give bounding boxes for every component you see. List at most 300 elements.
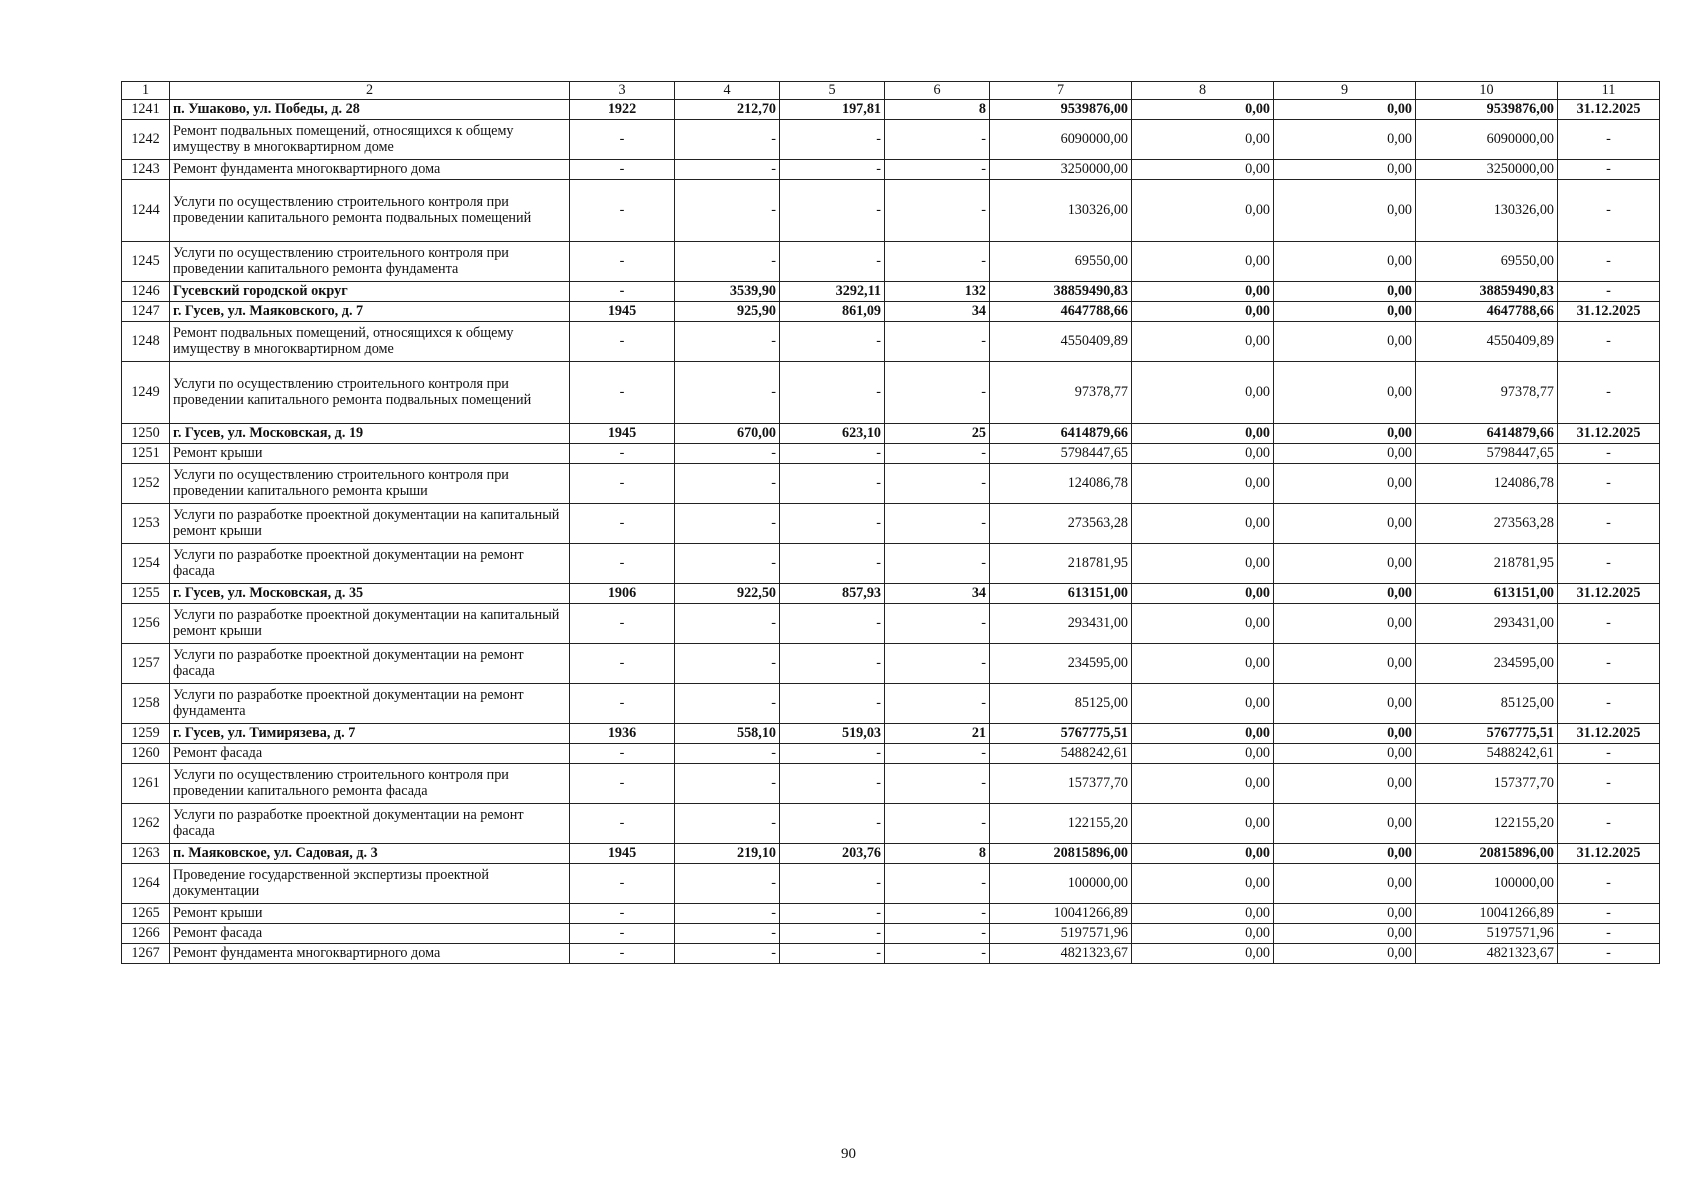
column-header: 4 — [675, 82, 780, 100]
col9-cell: 0,00 — [1274, 603, 1416, 643]
col9-cell: 0,00 — [1274, 179, 1416, 241]
column-header: 11 — [1558, 82, 1660, 100]
col6-cell: - — [885, 321, 990, 361]
item-name-cell: г. Гусев, ул. Московская, д. 19 — [170, 423, 570, 443]
col4-cell: - — [675, 803, 780, 843]
table-row — [122, 903, 1660, 923]
completion-date-cell: - — [1558, 159, 1660, 179]
table-row — [122, 803, 1660, 843]
col8-cell: 0,00 — [1132, 99, 1274, 119]
col8-cell: 0,00 — [1132, 743, 1274, 763]
col6-cell: 34 — [885, 301, 990, 321]
year-cell: - — [570, 743, 675, 763]
col5-cell: - — [780, 241, 885, 281]
year-cell: 1945 — [570, 423, 675, 443]
item-name-cell: Услуги по разработке проектной документации на капитальный ремонт крыши — [170, 503, 570, 543]
col10-cell: 5798447,65 — [1416, 443, 1558, 463]
col7-cell: 4647788,66 — [990, 301, 1132, 321]
completion-date-cell: - — [1558, 943, 1660, 963]
col6-cell: - — [885, 943, 990, 963]
col10-cell: 9539876,00 — [1416, 99, 1558, 119]
col6-cell: - — [885, 743, 990, 763]
completion-date-cell: - — [1558, 903, 1660, 923]
row-number-cell: 1265 — [122, 903, 170, 923]
page-number: 90 — [841, 1146, 856, 1162]
column-header: 10 — [1416, 82, 1558, 100]
col5-cell: 519,03 — [780, 723, 885, 743]
table-row — [122, 119, 1660, 159]
year-cell: - — [570, 863, 675, 903]
col4-cell: 212,70 — [675, 99, 780, 119]
year-cell: - — [570, 763, 675, 803]
col6-cell: - — [885, 863, 990, 903]
col7-cell: 124086,78 — [990, 463, 1132, 503]
col4-cell: - — [675, 543, 780, 583]
col8-cell: 0,00 — [1132, 803, 1274, 843]
table-body — [122, 99, 1660, 963]
col5-cell: - — [780, 603, 885, 643]
col7-cell: 38859490,83 — [990, 281, 1132, 301]
col7-cell: 85125,00 — [990, 683, 1132, 723]
col10-cell: 613151,00 — [1416, 583, 1558, 603]
col8-cell: 0,00 — [1132, 423, 1274, 443]
row-number-cell: 1264 — [122, 863, 170, 903]
row-number-cell: 1251 — [122, 443, 170, 463]
col7-cell: 130326,00 — [990, 179, 1132, 241]
row-number-cell: 1248 — [122, 321, 170, 361]
column-header: 9 — [1274, 82, 1416, 100]
column-header: 3 — [570, 82, 675, 100]
col8-cell: 0,00 — [1132, 301, 1274, 321]
item-name-cell: Ремонт подвальных помещений, относящихся к общему имуществу в многоквартирном доме — [170, 119, 570, 159]
col6-cell: - — [885, 923, 990, 943]
row-number-cell: 1252 — [122, 463, 170, 503]
col6-cell: 8 — [885, 843, 990, 863]
row-number-cell: 1255 — [122, 583, 170, 603]
year-cell: - — [570, 179, 675, 241]
column-header: 7 — [990, 82, 1132, 100]
col9-cell: 0,00 — [1274, 743, 1416, 763]
col4-cell: - — [675, 159, 780, 179]
col4-cell: - — [675, 863, 780, 903]
col10-cell: 69550,00 — [1416, 241, 1558, 281]
table-row — [122, 923, 1660, 943]
row-number-cell: 1262 — [122, 803, 170, 843]
col9-cell: 0,00 — [1274, 159, 1416, 179]
completion-date-cell: - — [1558, 543, 1660, 583]
col5-cell: - — [780, 803, 885, 843]
col10-cell: 273563,28 — [1416, 503, 1558, 543]
col10-cell: 293431,00 — [1416, 603, 1558, 643]
col7-cell: 613151,00 — [990, 583, 1132, 603]
col5-cell: 197,81 — [780, 99, 885, 119]
row-number-cell: 1253 — [122, 503, 170, 543]
col4-cell: 670,00 — [675, 423, 780, 443]
table-row — [122, 463, 1660, 503]
completion-date-cell: 31.12.2025 — [1558, 723, 1660, 743]
col5-cell: - — [780, 863, 885, 903]
col6-cell: - — [885, 159, 990, 179]
item-name-cell: Услуги по осуществлению строительного контроля при проведении капитального ремонта подвальных помещений — [170, 179, 570, 241]
col7-cell: 122155,20 — [990, 803, 1132, 843]
table-row — [122, 643, 1660, 683]
col4-cell: - — [675, 321, 780, 361]
completion-date-cell: 31.12.2025 — [1558, 301, 1660, 321]
col10-cell: 122155,20 — [1416, 803, 1558, 843]
col7-cell: 4821323,67 — [990, 943, 1132, 963]
col6-cell: 25 — [885, 423, 990, 443]
col4-cell: - — [675, 743, 780, 763]
column-header: 2 — [170, 82, 570, 100]
col5-cell: 861,09 — [780, 301, 885, 321]
col10-cell: 20815896,00 — [1416, 843, 1558, 863]
completion-date-cell: - — [1558, 241, 1660, 281]
col6-cell: 34 — [885, 583, 990, 603]
col5-cell: - — [780, 943, 885, 963]
col4-cell: - — [675, 443, 780, 463]
col6-cell: - — [885, 503, 990, 543]
col9-cell: 0,00 — [1274, 803, 1416, 843]
col5-cell: - — [780, 683, 885, 723]
col7-cell: 293431,00 — [990, 603, 1132, 643]
col5-cell: - — [780, 119, 885, 159]
col5-cell: - — [780, 743, 885, 763]
col7-cell: 234595,00 — [990, 643, 1132, 683]
col5-cell: 203,76 — [780, 843, 885, 863]
table-row — [122, 503, 1660, 543]
col6-cell: - — [885, 803, 990, 843]
col4-cell: 558,10 — [675, 723, 780, 743]
col7-cell: 9539876,00 — [990, 99, 1132, 119]
col6-cell: 132 — [885, 281, 990, 301]
col10-cell: 124086,78 — [1416, 463, 1558, 503]
col4-cell: - — [675, 903, 780, 923]
col5-cell: - — [780, 643, 885, 683]
col7-cell: 5197571,96 — [990, 923, 1132, 943]
col8-cell: 0,00 — [1132, 543, 1274, 583]
col8-cell: 0,00 — [1132, 179, 1274, 241]
col9-cell: 0,00 — [1274, 241, 1416, 281]
col9-cell: 0,00 — [1274, 583, 1416, 603]
col5-cell: - — [780, 923, 885, 943]
col6-cell: - — [885, 119, 990, 159]
col10-cell: 100000,00 — [1416, 863, 1558, 903]
row-number-cell: 1245 — [122, 241, 170, 281]
col7-cell: 218781,95 — [990, 543, 1132, 583]
table-row — [122, 603, 1660, 643]
table-row — [122, 683, 1660, 723]
col8-cell: 0,00 — [1132, 281, 1274, 301]
col7-cell: 10041266,89 — [990, 903, 1132, 923]
col7-cell: 69550,00 — [990, 241, 1132, 281]
completion-date-cell: - — [1558, 503, 1660, 543]
col4-cell: - — [675, 119, 780, 159]
col4-cell: - — [675, 361, 780, 423]
row-number-cell: 1266 — [122, 923, 170, 943]
col10-cell: 6414879,66 — [1416, 423, 1558, 443]
table-row — [122, 763, 1660, 803]
col6-cell: - — [885, 361, 990, 423]
col5-cell: - — [780, 543, 885, 583]
col9-cell: 0,00 — [1274, 99, 1416, 119]
col10-cell: 4550409,89 — [1416, 321, 1558, 361]
col7-cell: 273563,28 — [990, 503, 1132, 543]
completion-date-cell: - — [1558, 361, 1660, 423]
col5-cell: 857,93 — [780, 583, 885, 603]
col8-cell: 0,00 — [1132, 321, 1274, 361]
year-cell: 1906 — [570, 583, 675, 603]
col7-cell: 6414879,66 — [990, 423, 1132, 443]
col5-cell: - — [780, 463, 885, 503]
year-cell: - — [570, 643, 675, 683]
col4-cell: - — [675, 179, 780, 241]
col4-cell: - — [675, 943, 780, 963]
col9-cell: 0,00 — [1274, 423, 1416, 443]
col7-cell: 4550409,89 — [990, 321, 1132, 361]
col7-cell: 6090000,00 — [990, 119, 1132, 159]
col9-cell: 0,00 — [1274, 843, 1416, 863]
completion-date-cell: 31.12.2025 — [1558, 99, 1660, 119]
col8-cell: 0,00 — [1132, 683, 1274, 723]
col9-cell: 0,00 — [1274, 763, 1416, 803]
table-row — [122, 743, 1660, 763]
year-cell: - — [570, 903, 675, 923]
col7-cell: 5798447,65 — [990, 443, 1132, 463]
col4-cell: - — [675, 643, 780, 683]
table-row — [122, 361, 1660, 423]
col5-cell: - — [780, 321, 885, 361]
col5-cell: 3292,11 — [780, 281, 885, 301]
item-name-cell: Услуги по осуществлению строительного контроля при проведении капитального ремонта подвальных помещений — [170, 361, 570, 423]
col4-cell: - — [675, 241, 780, 281]
col5-cell: - — [780, 443, 885, 463]
col10-cell: 5767775,51 — [1416, 723, 1558, 743]
col9-cell: 0,00 — [1274, 301, 1416, 321]
col6-cell: - — [885, 903, 990, 923]
col10-cell: 97378,77 — [1416, 361, 1558, 423]
col9-cell: 0,00 — [1274, 683, 1416, 723]
col10-cell: 10041266,89 — [1416, 903, 1558, 923]
column-header: 5 — [780, 82, 885, 100]
col7-cell: 157377,70 — [990, 763, 1132, 803]
col6-cell: - — [885, 603, 990, 643]
col5-cell: - — [780, 763, 885, 803]
completion-date-cell: - — [1558, 683, 1660, 723]
col9-cell: 0,00 — [1274, 119, 1416, 159]
year-cell: - — [570, 683, 675, 723]
year-cell: - — [570, 119, 675, 159]
year-cell: 1945 — [570, 301, 675, 321]
col7-cell: 100000,00 — [990, 863, 1132, 903]
col8-cell: 0,00 — [1132, 503, 1274, 543]
year-cell: 1922 — [570, 99, 675, 119]
col6-cell: - — [885, 463, 990, 503]
year-cell: - — [570, 463, 675, 503]
year-cell: - — [570, 923, 675, 943]
col9-cell: 0,00 — [1274, 463, 1416, 503]
column-header: 6 — [885, 82, 990, 100]
table-row-object — [122, 281, 1660, 301]
col8-cell: 0,00 — [1132, 241, 1274, 281]
year-cell: - — [570, 321, 675, 361]
col6-cell: - — [885, 179, 990, 241]
col6-cell: - — [885, 643, 990, 683]
col9-cell: 0,00 — [1274, 643, 1416, 683]
col7-cell: 97378,77 — [990, 361, 1132, 423]
col8-cell: 0,00 — [1132, 943, 1274, 963]
table-row — [122, 863, 1660, 903]
col9-cell: 0,00 — [1274, 923, 1416, 943]
row-number-cell: 1263 — [122, 843, 170, 863]
row-number-cell: 1250 — [122, 423, 170, 443]
row-number-cell: 1249 — [122, 361, 170, 423]
item-name-cell: Ремонт крыши — [170, 903, 570, 923]
row-number-cell: 1244 — [122, 179, 170, 241]
table-row-object — [122, 423, 1660, 443]
item-name-cell: Ремонт крыши — [170, 443, 570, 463]
completion-date-cell: - — [1558, 923, 1660, 943]
col10-cell: 4821323,67 — [1416, 943, 1558, 963]
item-name-cell: г. Гусев, ул. Маяковского, д. 7 — [170, 301, 570, 321]
item-name-cell: Гусевский городской округ — [170, 281, 570, 301]
table-row — [122, 943, 1660, 963]
col9-cell: 0,00 — [1274, 361, 1416, 423]
table-row — [122, 321, 1660, 361]
completion-date-cell: - — [1558, 119, 1660, 159]
table-row-object — [122, 99, 1660, 119]
col6-cell: - — [885, 543, 990, 583]
col5-cell: 623,10 — [780, 423, 885, 443]
col7-cell: 5767775,51 — [990, 723, 1132, 743]
col8-cell: 0,00 — [1132, 763, 1274, 803]
col6-cell: 21 — [885, 723, 990, 743]
col4-cell: - — [675, 683, 780, 723]
col8-cell: 0,00 — [1132, 463, 1274, 503]
col6-cell: - — [885, 443, 990, 463]
row-number-cell: 1258 — [122, 683, 170, 723]
col8-cell: 0,00 — [1132, 159, 1274, 179]
completion-date-cell: - — [1558, 743, 1660, 763]
col10-cell: 38859490,83 — [1416, 281, 1558, 301]
col6-cell: - — [885, 683, 990, 723]
col9-cell: 0,00 — [1274, 281, 1416, 301]
completion-date-cell: - — [1558, 463, 1660, 503]
row-number-cell: 1259 — [122, 723, 170, 743]
item-name-cell: Услуги по осуществлению строительного контроля при проведении капитального ремонта крыши — [170, 463, 570, 503]
table-row-object — [122, 301, 1660, 321]
col8-cell: 0,00 — [1132, 923, 1274, 943]
col7-cell: 3250000,00 — [990, 159, 1132, 179]
col8-cell: 0,00 — [1132, 603, 1274, 643]
col10-cell: 3250000,00 — [1416, 159, 1558, 179]
year-cell: - — [570, 361, 675, 423]
col9-cell: 0,00 — [1274, 863, 1416, 903]
completion-date-cell: - — [1558, 763, 1660, 803]
item-name-cell: Ремонт фундамента многоквартирного дома — [170, 159, 570, 179]
col10-cell: 5488242,61 — [1416, 743, 1558, 763]
col10-cell: 218781,95 — [1416, 543, 1558, 583]
col4-cell: - — [675, 463, 780, 503]
col8-cell: 0,00 — [1132, 843, 1274, 863]
item-name-cell: Услуги по разработке проектной документации на капитальный ремонт крыши — [170, 603, 570, 643]
col8-cell: 0,00 — [1132, 903, 1274, 923]
table-row-object — [122, 843, 1660, 863]
col4-cell: 925,90 — [675, 301, 780, 321]
col4-cell: - — [675, 503, 780, 543]
row-number-cell: 1247 — [122, 301, 170, 321]
col9-cell: 0,00 — [1274, 723, 1416, 743]
row-number-cell: 1242 — [122, 119, 170, 159]
column-header: 8 — [1132, 82, 1274, 100]
completion-date-cell: - — [1558, 321, 1660, 361]
col9-cell: 0,00 — [1274, 321, 1416, 361]
row-number-cell: 1246 — [122, 281, 170, 301]
col5-cell: - — [780, 503, 885, 543]
row-number-cell: 1267 — [122, 943, 170, 963]
item-name-cell: г. Гусев, ул. Московская, д. 35 — [170, 583, 570, 603]
col9-cell: 0,00 — [1274, 503, 1416, 543]
col9-cell: 0,00 — [1274, 443, 1416, 463]
table-row — [122, 179, 1660, 241]
year-cell: - — [570, 281, 675, 301]
col9-cell: 0,00 — [1274, 943, 1416, 963]
item-name-cell: Услуги по разработке проектной документации на ремонт фасада — [170, 803, 570, 843]
col9-cell: 0,00 — [1274, 903, 1416, 923]
year-cell: - — [570, 803, 675, 843]
year-cell: - — [570, 543, 675, 583]
item-name-cell: Ремонт фундамента многоквартирного дома — [170, 943, 570, 963]
col4-cell: - — [675, 763, 780, 803]
col10-cell: 130326,00 — [1416, 179, 1558, 241]
col7-cell: 5488242,61 — [990, 743, 1132, 763]
column-number-header-row — [122, 82, 1660, 100]
row-number-cell: 1254 — [122, 543, 170, 583]
year-cell: - — [570, 503, 675, 543]
year-cell: - — [570, 603, 675, 643]
completion-date-cell: - — [1558, 803, 1660, 843]
col4-cell: 922,50 — [675, 583, 780, 603]
item-name-cell: Ремонт фасада — [170, 923, 570, 943]
col4-cell: 3539,90 — [675, 281, 780, 301]
item-name-cell: Услуги по разработке проектной документации на ремонт фундамента — [170, 683, 570, 723]
completion-date-cell: - — [1558, 281, 1660, 301]
col9-cell: 0,00 — [1274, 543, 1416, 583]
col8-cell: 0,00 — [1132, 443, 1274, 463]
col10-cell: 4647788,66 — [1416, 301, 1558, 321]
item-name-cell: Услуги по разработке проектной документации на ремонт фасада — [170, 643, 570, 683]
year-cell: 1945 — [570, 843, 675, 863]
item-name-cell: п. Ушаково, ул. Победы, д. 28 — [170, 99, 570, 119]
item-name-cell: Услуги по осуществлению строительного контроля при проведении капитального ремонта фасада — [170, 763, 570, 803]
col8-cell: 0,00 — [1132, 583, 1274, 603]
year-cell: - — [570, 241, 675, 281]
col5-cell: - — [780, 903, 885, 923]
completion-date-cell: - — [1558, 179, 1660, 241]
item-name-cell: г. Гусев, ул. Тимирязева, д. 7 — [170, 723, 570, 743]
column-header: 1 — [122, 82, 170, 100]
col8-cell: 0,00 — [1132, 119, 1274, 159]
item-name-cell: Ремонт фасада — [170, 743, 570, 763]
item-name-cell: Услуги по разработке проектной документации на ремонт фасада — [170, 543, 570, 583]
col7-cell: 20815896,00 — [990, 843, 1132, 863]
table-row-object — [122, 583, 1660, 603]
row-number-cell: 1241 — [122, 99, 170, 119]
col4-cell: - — [675, 603, 780, 643]
completion-date-cell: - — [1558, 863, 1660, 903]
year-cell: - — [570, 943, 675, 963]
col10-cell: 6090000,00 — [1416, 119, 1558, 159]
table-row — [122, 543, 1660, 583]
